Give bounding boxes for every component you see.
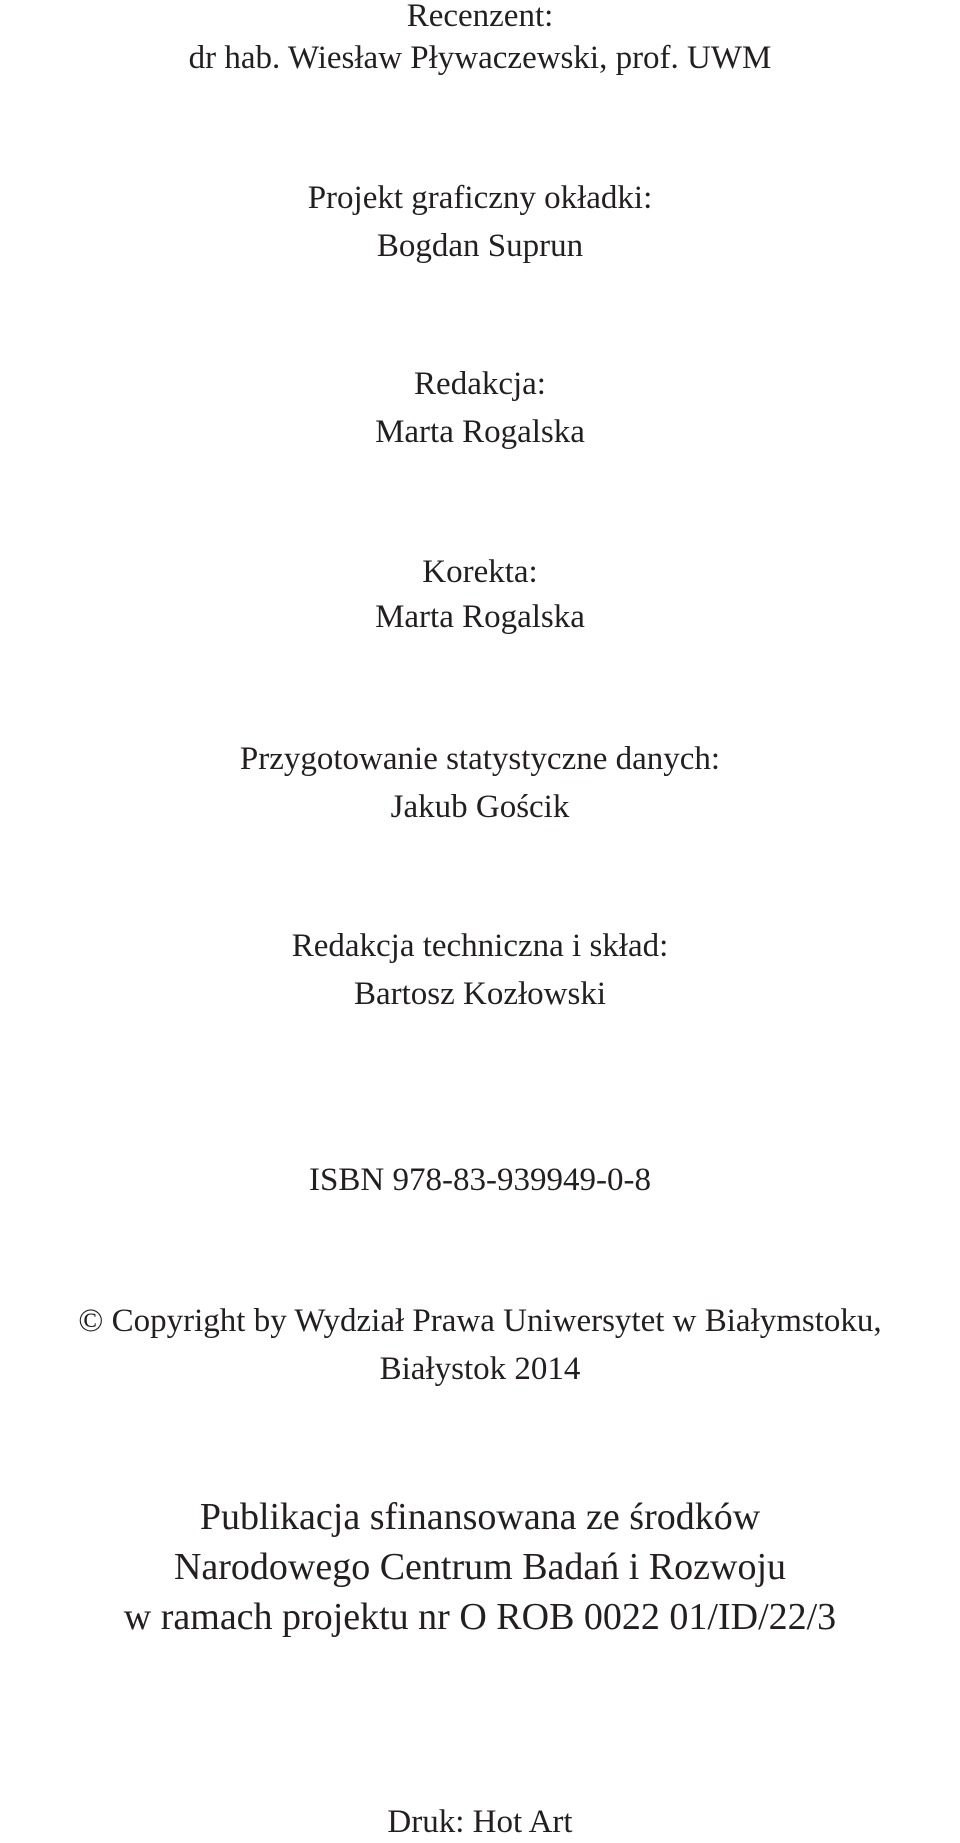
isbn: ISBN 978-83-939949-0-8 xyxy=(309,1162,651,1198)
statistics-name: Jakub Gościk xyxy=(390,789,570,825)
printing-info: Druk: Hot Art xyxy=(387,1804,573,1840)
reviewer-name: dr hab. Wiesław Pływaczewski, prof. UWM xyxy=(188,40,772,76)
editing-name: Marta Rogalska xyxy=(375,414,585,450)
editing-label: Redakcja: xyxy=(414,366,546,402)
funding-line-1: Publikacja sfinansowana ze środków xyxy=(199,1496,761,1538)
funding-line-2: Narodowego Centrum Badań i Rozwoju xyxy=(173,1546,787,1588)
cover-design-label: Projekt graficzny okładki: xyxy=(307,180,653,216)
typesetting-label: Redakcja techniczna i skład: xyxy=(291,928,669,964)
funding-line-3: w ramach projektu nr O ROB 0022 01/ID/22/3 xyxy=(123,1596,837,1638)
copyright-line-2: Białystok 2014 xyxy=(379,1351,581,1387)
cover-design-name: Bogdan Suprun xyxy=(376,228,584,264)
proofreading-name: Marta Rogalska xyxy=(375,599,585,635)
typesetting-name: Bartosz Kozłowski xyxy=(353,976,607,1012)
proofreading-label: Korekta: xyxy=(422,554,538,590)
statistics-label: Przygotowanie statystyczne danych: xyxy=(239,741,721,777)
copyright-line-1: © Copyright by Wydział Prawa Uniwersytet w Białymstoku, xyxy=(78,1303,882,1339)
reviewer-label: Recenzent: xyxy=(406,0,554,34)
